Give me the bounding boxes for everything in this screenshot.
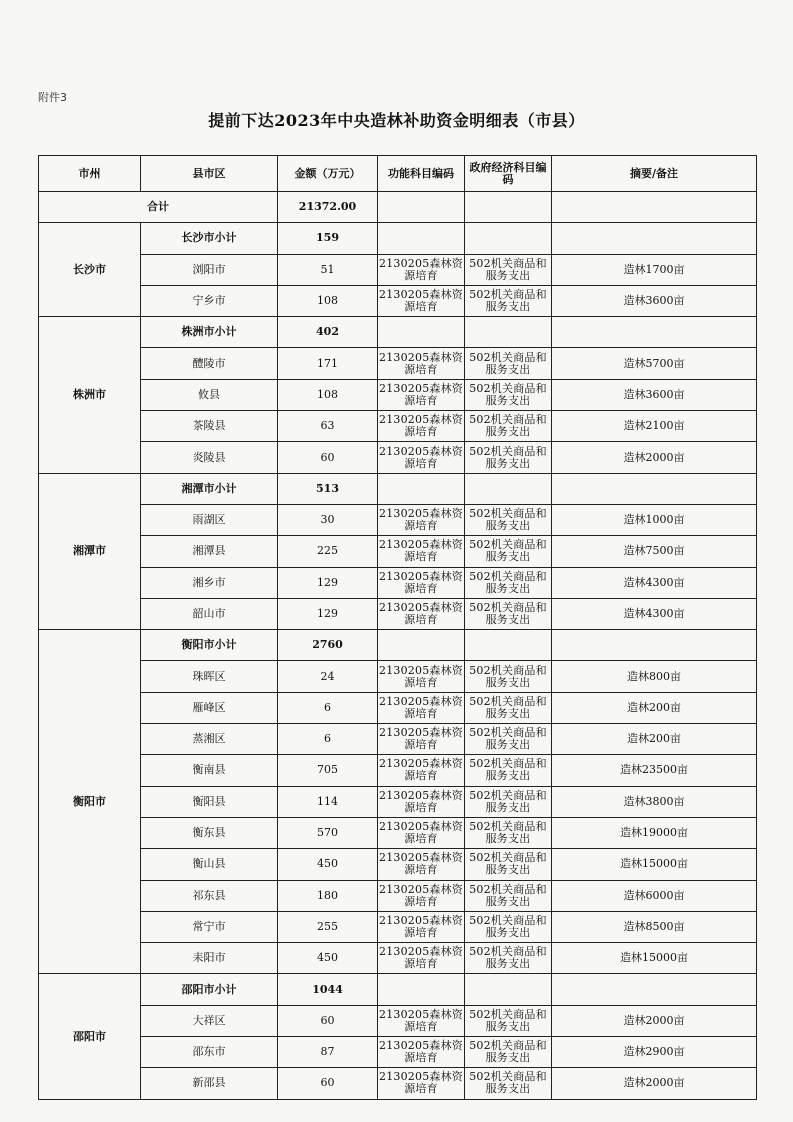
county-cell: 浏阳市 [141, 254, 278, 285]
amount-cell: 180 [278, 880, 378, 911]
remark-cell: 造林8500亩 [552, 911, 757, 942]
county-cell: 醴陵市 [141, 348, 278, 379]
amount-cell: 6 [278, 692, 378, 723]
county-cell: 茶陵县 [141, 411, 278, 442]
table-row [39, 786, 757, 817]
empty-cell [552, 223, 757, 254]
city-cell: 湘潭市 [39, 473, 141, 629]
remark-cell: 造林800亩 [552, 661, 757, 692]
county-cell: 耒阳市 [141, 943, 278, 974]
subtotal-label: 衡阳市小计 [141, 630, 278, 661]
func-code-cell: 2130205森林资源培育 [378, 598, 465, 629]
remark-cell: 造林5700亩 [552, 348, 757, 379]
county-cell: 新邵县 [141, 1068, 278, 1099]
county-cell: 雨湖区 [141, 504, 278, 535]
func-code-cell: 2130205森林资源培育 [378, 786, 465, 817]
remark-cell: 造林1000亩 [552, 504, 757, 535]
econ-code-cell: 502机关商品和服务支出 [465, 817, 552, 848]
table-row [39, 536, 757, 567]
empty-cell [552, 630, 757, 661]
econ-code-cell: 502机关商品和服务支出 [465, 254, 552, 285]
header-econ-code: 政府经济科目编码 [465, 156, 552, 192]
amount-cell: 108 [278, 379, 378, 410]
empty-cell [465, 473, 552, 504]
county-cell: 衡阳县 [141, 786, 278, 817]
empty-cell [465, 974, 552, 1005]
amount-cell: 24 [278, 661, 378, 692]
econ-code-cell: 502机关商品和服务支出 [465, 724, 552, 755]
total-econ-code [465, 192, 552, 223]
func-code-cell: 2130205森林资源培育 [378, 348, 465, 379]
empty-cell [378, 317, 465, 348]
remark-cell: 造林6000亩 [552, 880, 757, 911]
table-row [39, 379, 757, 410]
amount-cell: 60 [278, 1005, 378, 1036]
header-remark: 摘要/备注 [552, 156, 757, 192]
remark-cell: 造林2000亩 [552, 1068, 757, 1099]
total-func-code [378, 192, 465, 223]
header-func-code: 功能科目编码 [378, 156, 465, 192]
header-row [39, 156, 757, 192]
county-cell: 邵东市 [141, 1037, 278, 1068]
func-code-cell: 2130205森林资源培育 [378, 285, 465, 316]
county-cell: 祁东县 [141, 880, 278, 911]
remark-cell: 造林200亩 [552, 692, 757, 723]
empty-cell [465, 223, 552, 254]
econ-code-cell: 502机关商品和服务支出 [465, 755, 552, 786]
amount-cell: 255 [278, 911, 378, 942]
amount-cell: 87 [278, 1037, 378, 1068]
total-row [39, 192, 757, 223]
func-code-cell: 2130205森林资源培育 [378, 442, 465, 473]
county-cell: 衡南县 [141, 755, 278, 786]
subtotal-label: 湘潭市小计 [141, 473, 278, 504]
table-row [39, 567, 757, 598]
func-code-cell: 2130205森林资源培育 [378, 692, 465, 723]
table-row [39, 943, 757, 974]
econ-code-cell: 502机关商品和服务支出 [465, 598, 552, 629]
amount-cell: 450 [278, 849, 378, 880]
county-cell: 珠晖区 [141, 661, 278, 692]
remark-cell: 造林1700亩 [552, 254, 757, 285]
amount-cell: 60 [278, 442, 378, 473]
func-code-cell: 2130205森林资源培育 [378, 1068, 465, 1099]
amount-cell: 450 [278, 943, 378, 974]
subtotal-label: 长沙市小计 [141, 223, 278, 254]
econ-code-cell: 502机关商品和服务支出 [465, 1037, 552, 1068]
amount-cell: 63 [278, 411, 378, 442]
func-code-cell: 2130205森林资源培育 [378, 379, 465, 410]
econ-code-cell: 502机关商品和服务支出 [465, 943, 552, 974]
page-title: 提前下达2023年中央造林补助资金明细表（市县） [208, 111, 585, 130]
remark-cell: 造林4300亩 [552, 567, 757, 598]
econ-code-cell: 502机关商品和服务支出 [465, 849, 552, 880]
amount-cell: 60 [278, 1068, 378, 1099]
county-cell: 湘潭县 [141, 536, 278, 567]
econ-code-cell: 502机关商品和服务支出 [465, 442, 552, 473]
func-code-cell: 2130205森林资源培育 [378, 254, 465, 285]
table-row [39, 1068, 757, 1099]
table-row [39, 348, 757, 379]
table-row [39, 849, 757, 880]
econ-code-cell: 502机关商品和服务支出 [465, 567, 552, 598]
county-cell: 炎陵县 [141, 442, 278, 473]
econ-code-cell: 502机关商品和服务支出 [465, 504, 552, 535]
amount-cell: 30 [278, 504, 378, 535]
func-code-cell: 2130205森林资源培育 [378, 755, 465, 786]
amount-cell: 171 [278, 348, 378, 379]
remark-cell: 造林2100亩 [552, 411, 757, 442]
empty-cell [552, 974, 757, 1005]
func-code-cell: 2130205森林资源培育 [378, 880, 465, 911]
county-cell: 湘乡市 [141, 567, 278, 598]
remark-cell: 造林3600亩 [552, 379, 757, 410]
table-row [39, 254, 757, 285]
table-row [39, 692, 757, 723]
subtotal-row [39, 630, 757, 661]
func-code-cell: 2130205森林资源培育 [378, 943, 465, 974]
func-code-cell: 2130205森林资源培育 [378, 911, 465, 942]
empty-cell [465, 317, 552, 348]
attachment-label: 附件3 [38, 91, 67, 104]
econ-code-cell: 502机关商品和服务支出 [465, 379, 552, 410]
empty-cell [552, 473, 757, 504]
func-code-cell: 2130205森林资源培育 [378, 411, 465, 442]
table-row [39, 755, 757, 786]
amount-cell: 114 [278, 786, 378, 817]
econ-code-cell: 502机关商品和服务支出 [465, 285, 552, 316]
subtotal-row [39, 974, 757, 1005]
remark-cell: 造林19000亩 [552, 817, 757, 848]
amount-cell: 225 [278, 536, 378, 567]
subtotal-amount: 513 [278, 473, 378, 504]
table-row [39, 442, 757, 473]
func-code-cell: 2130205森林资源培育 [378, 1037, 465, 1068]
subtotal-row [39, 473, 757, 504]
county-cell: 大祥区 [141, 1005, 278, 1036]
county-cell: 韶山市 [141, 598, 278, 629]
county-cell: 衡山县 [141, 849, 278, 880]
empty-cell [378, 630, 465, 661]
subtotal-amount: 402 [278, 317, 378, 348]
econ-code-cell: 502机关商品和服务支出 [465, 661, 552, 692]
remark-cell: 造林4300亩 [552, 598, 757, 629]
remark-cell: 造林15000亩 [552, 849, 757, 880]
econ-code-cell: 502机关商品和服务支出 [465, 348, 552, 379]
county-cell: 蒸湘区 [141, 724, 278, 755]
remark-cell: 造林3800亩 [552, 786, 757, 817]
func-code-cell: 2130205森林资源培育 [378, 1005, 465, 1036]
city-cell: 株洲市 [39, 317, 141, 473]
table-row [39, 504, 757, 535]
remark-cell: 造林7500亩 [552, 536, 757, 567]
funding-table [38, 155, 757, 1100]
subtotal-label: 邵阳市小计 [141, 974, 278, 1005]
empty-cell [378, 974, 465, 1005]
empty-cell [465, 630, 552, 661]
remark-cell: 造林2900亩 [552, 1037, 757, 1068]
header-city: 市州 [39, 156, 141, 192]
empty-cell [378, 473, 465, 504]
header-county: 县市区 [141, 156, 278, 192]
econ-code-cell: 502机关商品和服务支出 [465, 1005, 552, 1036]
func-code-cell: 2130205森林资源培育 [378, 724, 465, 755]
econ-code-cell: 502机关商品和服务支出 [465, 411, 552, 442]
subtotal-amount: 2760 [278, 630, 378, 661]
city-cell: 邵阳市 [39, 974, 141, 1099]
table-row [39, 911, 757, 942]
total-label: 合计 [39, 192, 278, 223]
county-cell: 雁峰区 [141, 692, 278, 723]
subtotal-row [39, 317, 757, 348]
table-row [39, 661, 757, 692]
econ-code-cell: 502机关商品和服务支出 [465, 1068, 552, 1099]
table-row [39, 724, 757, 755]
func-code-cell: 2130205森林资源培育 [378, 536, 465, 567]
county-cell: 常宁市 [141, 911, 278, 942]
table-row [39, 880, 757, 911]
amount-cell: 705 [278, 755, 378, 786]
subtotal-label: 株洲市小计 [141, 317, 278, 348]
econ-code-cell: 502机关商品和服务支出 [465, 911, 552, 942]
table-row [39, 817, 757, 848]
remark-cell: 造林3600亩 [552, 285, 757, 316]
amount-cell: 108 [278, 285, 378, 316]
remark-cell: 造林15000亩 [552, 943, 757, 974]
amount-cell: 6 [278, 724, 378, 755]
remark-cell: 造林23500亩 [552, 755, 757, 786]
econ-code-cell: 502机关商品和服务支出 [465, 880, 552, 911]
county-cell: 攸县 [141, 379, 278, 410]
func-code-cell: 2130205森林资源培育 [378, 817, 465, 848]
table-row [39, 1037, 757, 1068]
subtotal-amount: 159 [278, 223, 378, 254]
remark-cell: 造林2000亩 [552, 1005, 757, 1036]
county-cell: 宁乡市 [141, 285, 278, 316]
empty-cell [552, 317, 757, 348]
total-amount: 21372.00 [278, 192, 378, 223]
total-remark [552, 192, 757, 223]
subtotal-row [39, 223, 757, 254]
amount-cell: 129 [278, 598, 378, 629]
empty-cell [378, 223, 465, 254]
econ-code-cell: 502机关商品和服务支出 [465, 536, 552, 567]
remark-cell: 造林200亩 [552, 724, 757, 755]
remark-cell: 造林2000亩 [552, 442, 757, 473]
amount-cell: 51 [278, 254, 378, 285]
subtotal-amount: 1044 [278, 974, 378, 1005]
econ-code-cell: 502机关商品和服务支出 [465, 786, 552, 817]
func-code-cell: 2130205森林资源培育 [378, 849, 465, 880]
table-row [39, 1005, 757, 1036]
table-row [39, 285, 757, 316]
city-cell: 衡阳市 [39, 630, 141, 974]
table-row [39, 598, 757, 629]
amount-cell: 570 [278, 817, 378, 848]
table-row [39, 411, 757, 442]
econ-code-cell: 502机关商品和服务支出 [465, 692, 552, 723]
city-cell: 长沙市 [39, 223, 141, 317]
amount-cell: 129 [278, 567, 378, 598]
func-code-cell: 2130205森林资源培育 [378, 661, 465, 692]
header-amount: 金额（万元） [278, 156, 378, 192]
func-code-cell: 2130205森林资源培育 [378, 567, 465, 598]
func-code-cell: 2130205森林资源培育 [378, 504, 465, 535]
county-cell: 衡东县 [141, 817, 278, 848]
